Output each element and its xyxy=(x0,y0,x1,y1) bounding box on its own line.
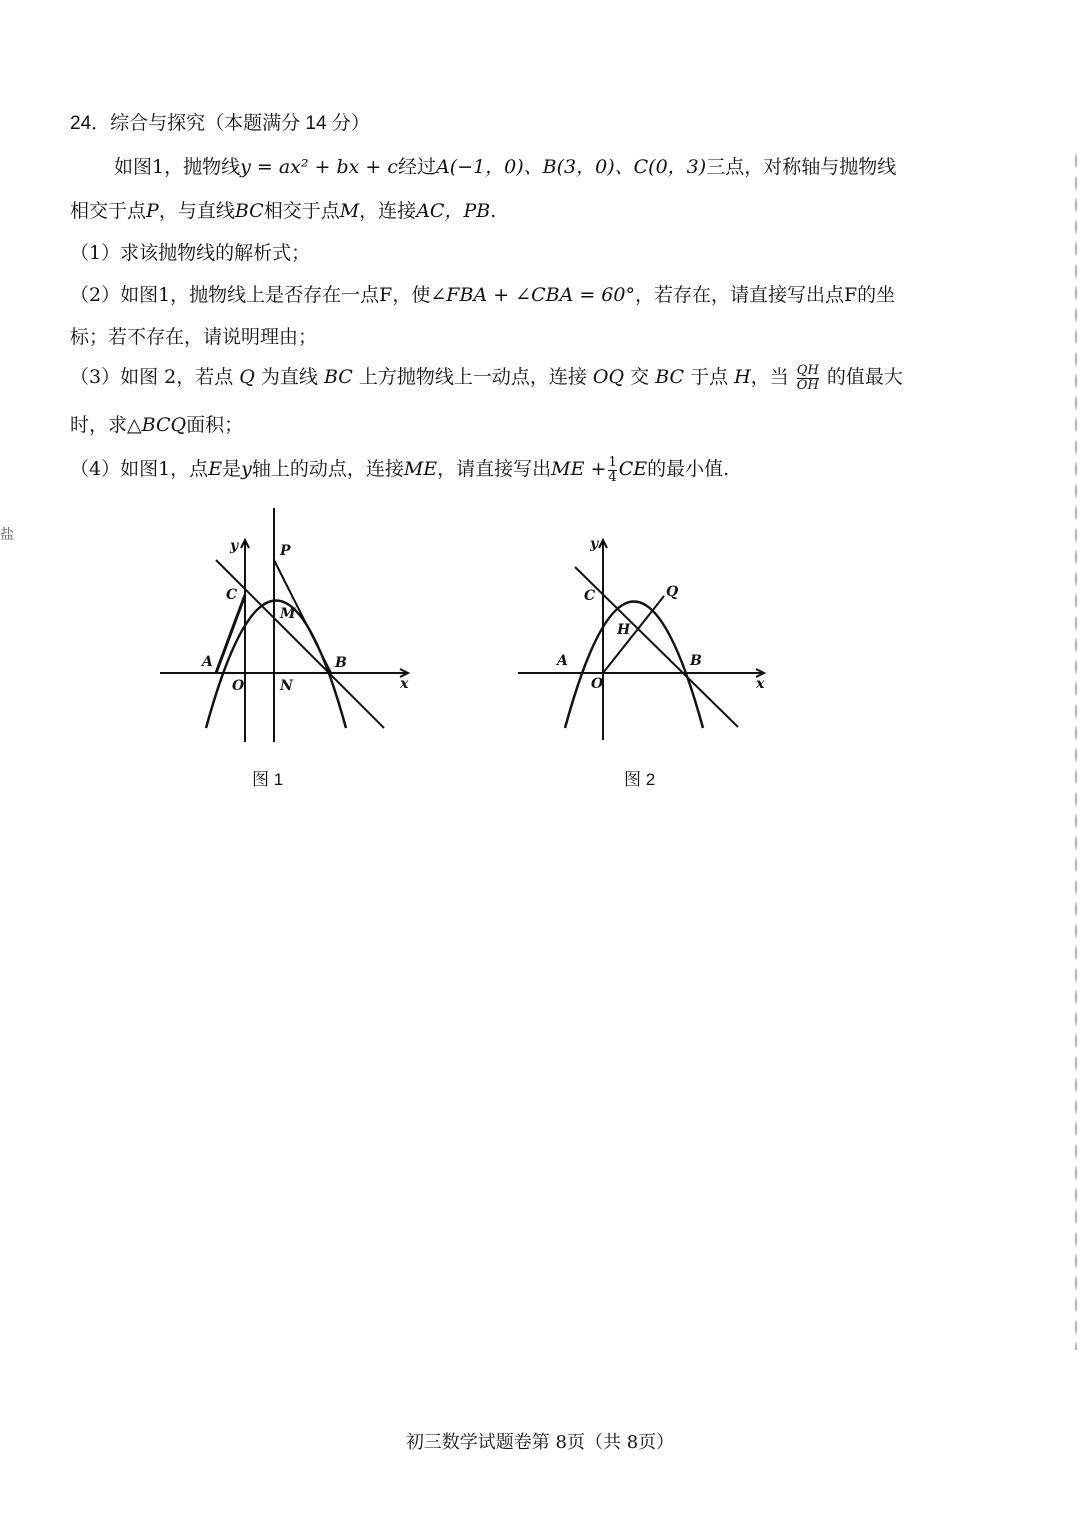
figure-2 xyxy=(510,530,770,745)
given-points: A(−1，0)、B(3，0)、C(0，3) xyxy=(436,156,707,178)
binding-edge-dots xyxy=(1074,150,1078,1350)
label-y: y xyxy=(230,538,239,554)
label-n: N xyxy=(280,678,293,694)
parabola-curve xyxy=(565,602,703,729)
label-c: C xyxy=(226,587,238,603)
question-2-line-1: （2）如图1，抛物线上是否存在一点F，使∠FBA + ∠CBA = 60°，若存在，请直接写出点F的坐 xyxy=(70,284,896,306)
angle-equation: ∠FBA + ∠CBA = 60° xyxy=(430,284,635,306)
label-q: Q xyxy=(666,584,679,600)
qh-over-oh-fraction: $\frac{QH}{OH}$ xyxy=(796,362,819,393)
intro-line-2: 相交于点P，与直线BC相交于点M，连接AC，PB. xyxy=(70,200,497,222)
left-margin-mark: 盐 xyxy=(0,527,14,543)
question-1: （1）求该抛物线的解析式； xyxy=(70,242,311,264)
label-o: O xyxy=(232,678,245,694)
line-bc xyxy=(575,567,738,727)
question-2-line-2: 标；若不存在，请说明理由； xyxy=(70,326,318,348)
label-a: A xyxy=(557,653,568,669)
label-b: B xyxy=(335,655,347,671)
segment-oq xyxy=(603,596,664,673)
figure-1-caption: 图 1 xyxy=(252,770,284,789)
label-m: M xyxy=(280,606,296,622)
figure-1 xyxy=(150,500,420,750)
page-footer: 初三数学试题卷第 8页（共 8页） xyxy=(405,1432,675,1453)
question-3-line-2: 时，求△BCQ面积； xyxy=(70,414,244,436)
label-y: y xyxy=(590,536,599,552)
figure-2-caption: 图 2 xyxy=(624,770,656,789)
label-c: C xyxy=(584,588,596,604)
label-x: x xyxy=(400,676,409,692)
parabola-equation: y = ax² + bx + c xyxy=(240,156,399,178)
label-b: B xyxy=(690,653,702,669)
one-quarter-fraction: $\frac{1}{4}$ xyxy=(608,454,617,485)
intro-line-1: 如图1，抛物线y = ax² + bx + c经过A(−1，0)、B(3，0)、C(0，3)三点，对称轴与抛物线 xyxy=(114,156,897,178)
label-a: A xyxy=(202,654,213,670)
label-x: x xyxy=(756,676,765,692)
problem-heading: 24．综合与探究（本题满分 14 分） xyxy=(70,113,370,134)
line-bc xyxy=(216,560,384,728)
label-p: P xyxy=(280,543,291,559)
question-3-line-1: （3）如图 2，若点 Q 为直线 BC 上方抛物线上一动点，连接 OQ 交 BC 于点 H，当 $\frac{QH}{OH}$ 的值最大 xyxy=(70,362,903,393)
label-h: H xyxy=(617,622,631,638)
label-o: O xyxy=(591,676,604,692)
question-4: （4）如图1，点E是y轴上的动点，连接ME，请直接写出ME + $\frac{1}{4}$ CE的最小值. xyxy=(70,454,730,485)
